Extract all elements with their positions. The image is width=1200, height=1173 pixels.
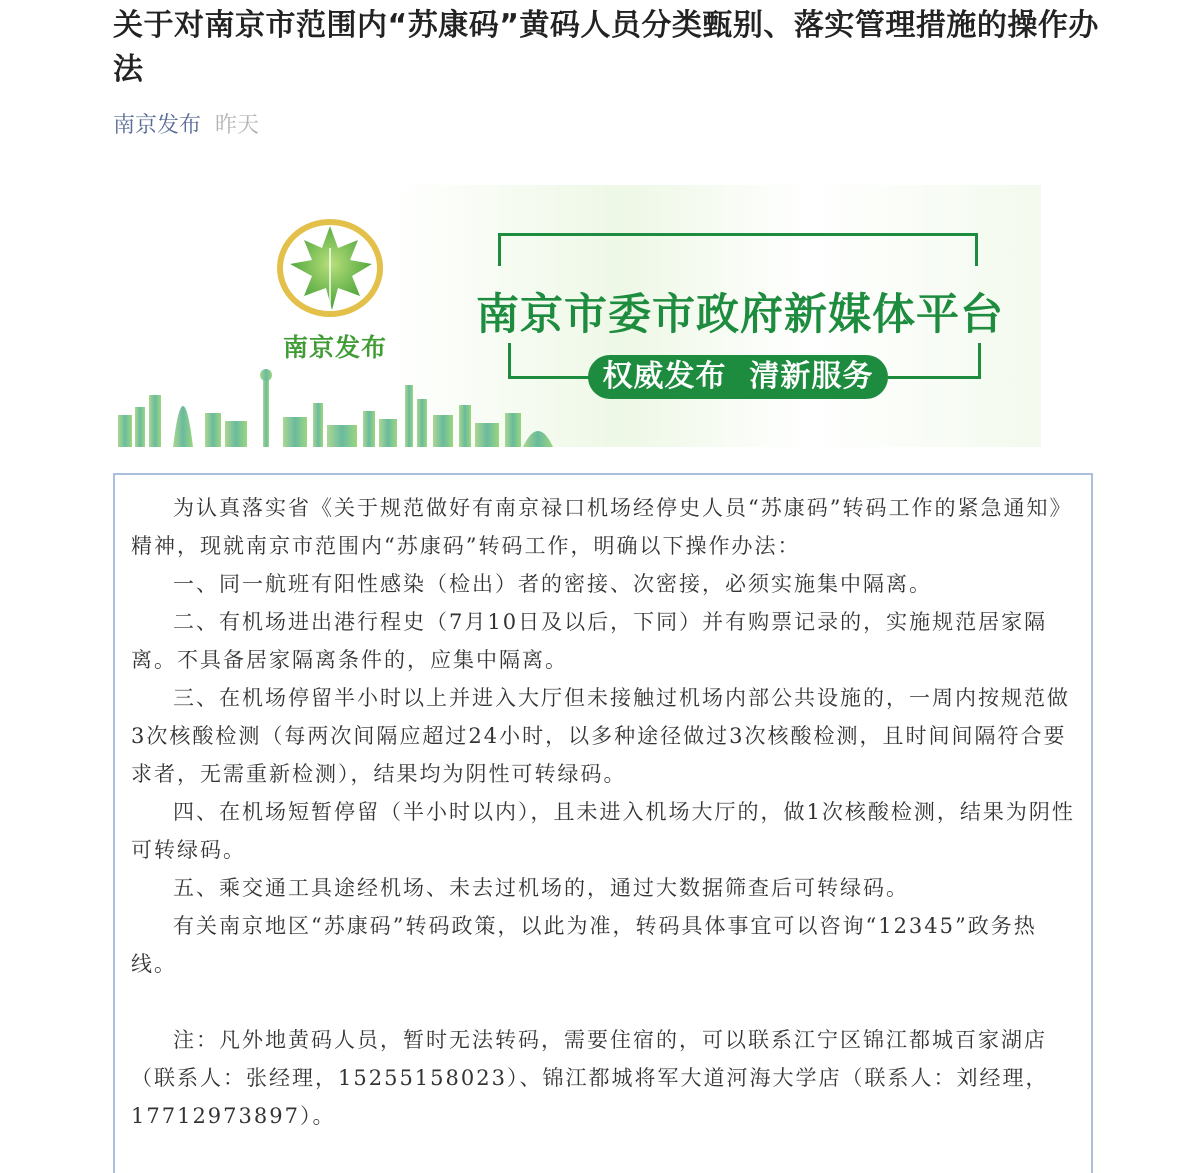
body-paragraph: 为认真落实省《关于规范做好有南京禄口机场经停史人员“苏康码”转码工作的紧急通知》精神，现就南京市范围内“苏康码”转码工作，明确以下操作办法： [131,496,1073,558]
banner-slogan: 权威发布 清新服务 [588,355,888,399]
banner-frame-right [888,343,981,379]
banner-frame-top [498,233,978,266]
body-paragraph: 一、同一航班有阳性感染（检出）者的密接、次密接，必须实施集中隔离。 [173,572,932,596]
body-paragraph: 有关南京地区“苏康码”转码政策，以此为准，转码具体事宜可以咨询“12345”政务热线。 [131,914,1037,976]
body-paragraph: 五、乘交通工具途经机场、未去过机场的，通过大数据筛查后可转绿码。 [173,876,909,900]
article-body [113,473,1093,1173]
body-paragraph: 二、有机场进出港行程史（7月10日及以后，下同）并有购票记录的，实施规范居家隔离。不具备居家隔离条件的，应集中隔离。 [131,610,1048,672]
logo-text: 南京发布 [283,333,388,362]
paragraph-spacer [131,983,1077,1021]
city-skyline-graphic [113,355,563,447]
article-title: 关于对南京市范围内“苏康码”黄码人员分类甄别、落实管理措施的操作办法 [113,8,1099,87]
maple-leaf-logo-icon [276,218,384,318]
account-name-link[interactable]: 南京发布 [113,113,202,138]
article-meta [113,110,259,142]
note-paragraph: 注：凡外地黄码人员，暂时无法转码，需要住宿的，可以联系江宁区锦江都城百家湖店（联系人：张经理，15255158023）、锦江都城将军大道河海大学店（联系人：刘经理，17712973897）。 [131,1028,1049,1128]
banner-frame-left [508,343,591,379]
body-paragraph: 三、在机场停留半小时以上并进入大厅但未接触过机场内部公共设施的，一周内按规范做3次核酸检测（每两次间隔应超过24小时，以多种途径做过3次核酸检测，且时间间隔符合要求者，无需重新检测），结果均为阴性可转绿码。 [131,686,1070,786]
platform-title: 南京市委市政府新媒体平台 [476,290,1004,340]
publish-date: 昨天 [215,113,260,138]
body-paragraph: 四、在机场短暂停留（半小时以内），且未进入机场大厅的，做1次核酸检测，结果为阴性可转绿码。 [131,800,1075,862]
header-banner-image [113,185,1041,447]
